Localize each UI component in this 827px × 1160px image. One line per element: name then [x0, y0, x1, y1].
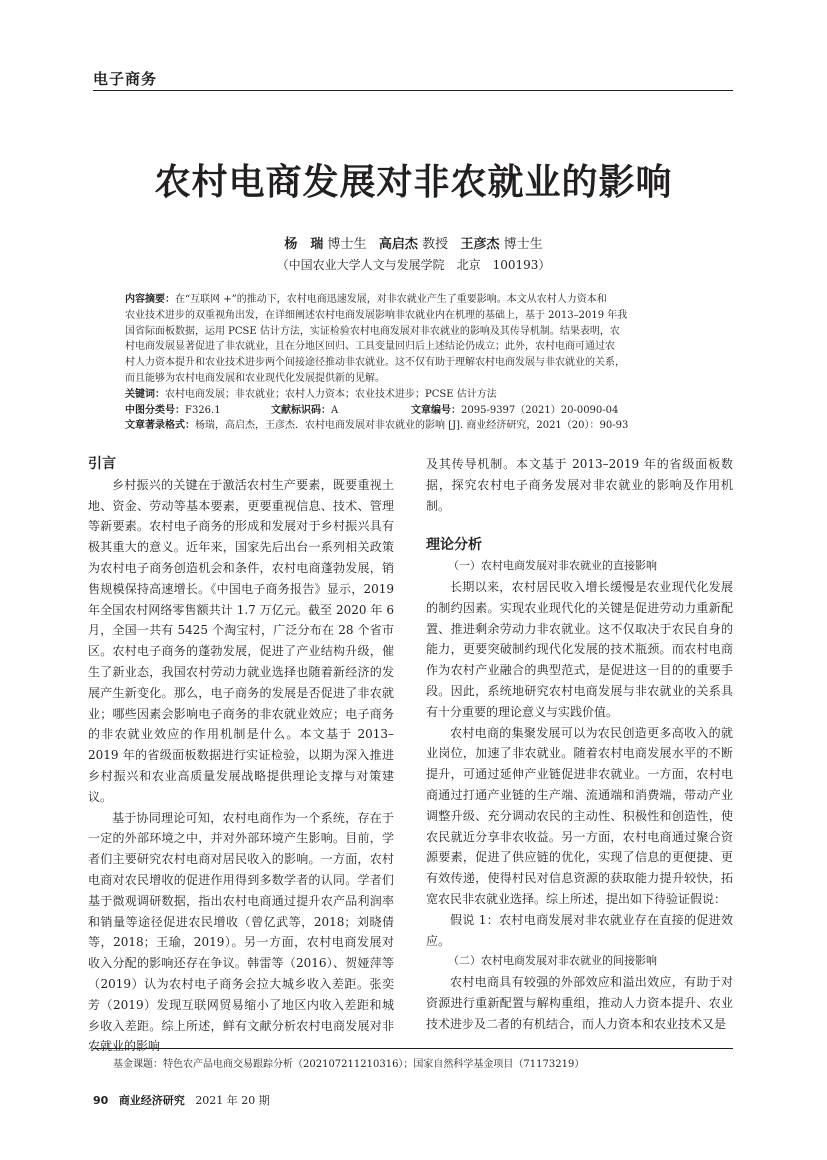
right-column [426, 454, 733, 1035]
article-title: 农村电商发展对非农就业的影响 [154, 162, 673, 203]
paragraph: 农村电商的集聚发展可以为农民创造更多高收入的就业岗位，加速了非农就业。随着农村电商发展水平的不断提升，可通过延伸产业链促进非农就业。一方面，农村电商通过打通产业链的生产端、流通端和消费端，带动产业调整升级、充分调动农民的主动性、积极性和创造性，使农民就近分享非农收益。另一方面，农村电商通过聚合资源要素，促进了供应链的优化，实现了信息的更便捷、更有效传递，使得村民对信息资源的获取能力提升较快，拓宽农民非农就业选择。综上所述，提出如下待验证假说： [426, 725, 733, 906]
funding-note: 基金课题：特色农产品电商交易跟踪分析（202107211210316）；国家自然科学基金项目（71173219） [113, 1059, 585, 1070]
abstract-line: 国省际面板数据，运用 PCSE 估计方法，实证检验农村电商发展对非农就业的影响及其传导机制。结果表明，农 [125, 325, 620, 337]
abstract-line: 而且能够为农村电商发展和农业现代化发展提供新的见解。 [125, 372, 385, 384]
page-footer [93, 1092, 270, 1108]
citation-label: 文章著录格式： [125, 420, 195, 432]
keywords-label: 关键词： [125, 388, 165, 400]
clc-value: F326.1 [185, 404, 221, 416]
author-title: 博士生 [327, 237, 367, 252]
footnote-rule [93, 1048, 733, 1049]
header-rule [93, 90, 733, 91]
article-meta [125, 292, 703, 434]
section-heading-theory: 理论分析 [426, 537, 482, 554]
author-line [0, 233, 827, 252]
citation [125, 418, 703, 434]
section-tag: 电子商务 [93, 70, 158, 88]
author-name: 杨 瑞 [284, 237, 324, 252]
paragraph: 农村电商具有较强的外部效应和溢出效应，有助于对资源进行重新配置与解构重组，推动人力资本提升、农业技术进步及二者的有机结合，而人力资本和农业技术又是 [426, 975, 733, 1031]
author-name: 王彦杰 [460, 237, 500, 252]
abstract-line: 村人力资本提升和农业技术进步两个间接途径推动非农就业。这不仅有助于理解农村电商发展与非农就业的关系， [125, 357, 625, 369]
abstract [125, 292, 703, 387]
abstract-line: 农业技术进步的双重视角出发，在详细阐述农村电商发展影响非农就业内在机理的基础上，基于 2013–2019 年我 [125, 309, 628, 321]
author-title: 教授 [422, 237, 449, 252]
abstract-line: 村电商发展显著促进了非农就业，且在分地区回归、工具变量回归后上述结论仍成立；此外，农村电商可通过农 [125, 341, 615, 353]
subsection-heading: （二）农村电商发展对非农就业的间接影响 [448, 954, 657, 968]
paragraph: 长期以来，农村居民收入增长缓慢是农业现代化发展的制约因素。实现农业现代化的关键是促进劳动力重新配置、推进剩余劳动力非农就业。这不仅取决于农民自身的能力，更要突破制约现代化发展的技术瓶颈。而农村电商作为农村产业融合的典型范式，是促进这一目的的重要手段。因此，系统地研究农村电商发展与非农就业的关系具有十分重要的理论意义与实践价值。 [426, 579, 733, 719]
subsection-heading: （一）农村电商发展对非农就业的直接影响 [448, 559, 657, 573]
classification-row [125, 403, 703, 419]
abstract-label: 内容摘要： [125, 294, 175, 305]
keywords [125, 387, 703, 403]
hypothesis: 假说 1：农村电商发展对非农就业存在直接的促进效应。 [426, 912, 733, 948]
citation-text: 杨瑞，高启杰，王彦杰．农村电商发展对非农就业的影响 [J]. 商业经济研究，2021（20）：90-93 [195, 420, 629, 432]
section-heading-introduction: 引言 [88, 456, 116, 472]
article-number-label: 文章编号： [411, 404, 461, 416]
clc-label: 中图分类号： [125, 404, 185, 416]
page-number: 90 [93, 1094, 109, 1107]
left-column [88, 454, 394, 1057]
doc-code-value: A [331, 404, 339, 416]
keywords-text: 农村电商发展；非农就业；农村人力资本；农业技术进步；PCSE 估计方法 [165, 388, 497, 400]
paragraph: 及其传导机制。本文基于 2013–2019 年的省级面板数据，探究农村电子商务发展对非农就业的影响及作用机制。 [426, 457, 733, 513]
article-number-value: 2095-9397（2021）20-0090-04 [461, 404, 619, 416]
paragraph: 基于协同理论可知，农村电商作为一个系统，存在于一定的外部环境之中，并对外部环境产生影响。目前，学者们主要研究农村电商对居民收入的影响。一方面，农村电商对农民增收的促进作用得到多数学者的认同。学者们基于微观调研数据，指出农村电商通过提升农产品利润率和销量等途径促进农民增收（曾亿武等，2018；刘晓倩等，2018；王瑜，2019）。另一方面，农村电商发展对收入分配的影响还存在争议。韩雷等（2016）、贺娅萍等（2019）认为农村电子商务会拉大城乡收入差距。张奕芳（2019）发现互联网贸易缩小了地区内收入差距和城乡收入差距。综上所述，鲜有文献分析农村电商发展对非农就业的影响 [88, 810, 394, 1054]
paragraph: 乡村振兴的关键在于激活农村生产要素，既要重视土地、资金、劳动等基本要素，更要重视信息、技术、管理等新要素。农村电子商务的形成和发展对于乡村振兴具有极其重大的意义。近年来，国家先后出台一系列相关政策为农村电子商务创造机会和条件，农村电商蓬勃发展，销售规模保持高速增长。《中国电子商务报告》显示，2019 年全国农村网络零售额共计 1.7 万亿元。截至 2020 年 6 月，全国一共有 5425 个淘宝村，广泛分布在 28 个省市区。农村电子商务的蓬勃发展，促进了产业结构升级，催生了新业态，我国农村劳动力就业选择也随着新经济的发展产生新变化。那么，电子商务的发展是否促进了非农就业；哪些因素会影响电子商务的非农就业效应；电子商务的非农就业效应的作用机制是什么。本文基于 2013–2019 年的省级面板数据进行实证检验，以期为深入推进乡村振兴和农业高质量发展战略提供理论支撑与对策建议。 [88, 477, 394, 804]
journal-name: 商业经济研究 [118, 1094, 185, 1107]
author-name: 高启杰 [378, 237, 418, 252]
doc-code-label: 文献标识码： [271, 404, 331, 416]
issue: 2021 年 20 期 [195, 1094, 270, 1107]
author-title: 博士生 [503, 237, 543, 252]
affiliation: （中国农业大学人文与发展学院 北京 100193） [276, 258, 551, 272]
abstract-line: 在“互联网 +”的推动下，农村电商迅速发展，对非农就业产生了重要影响。本文从农村人力资本和 [175, 294, 607, 305]
